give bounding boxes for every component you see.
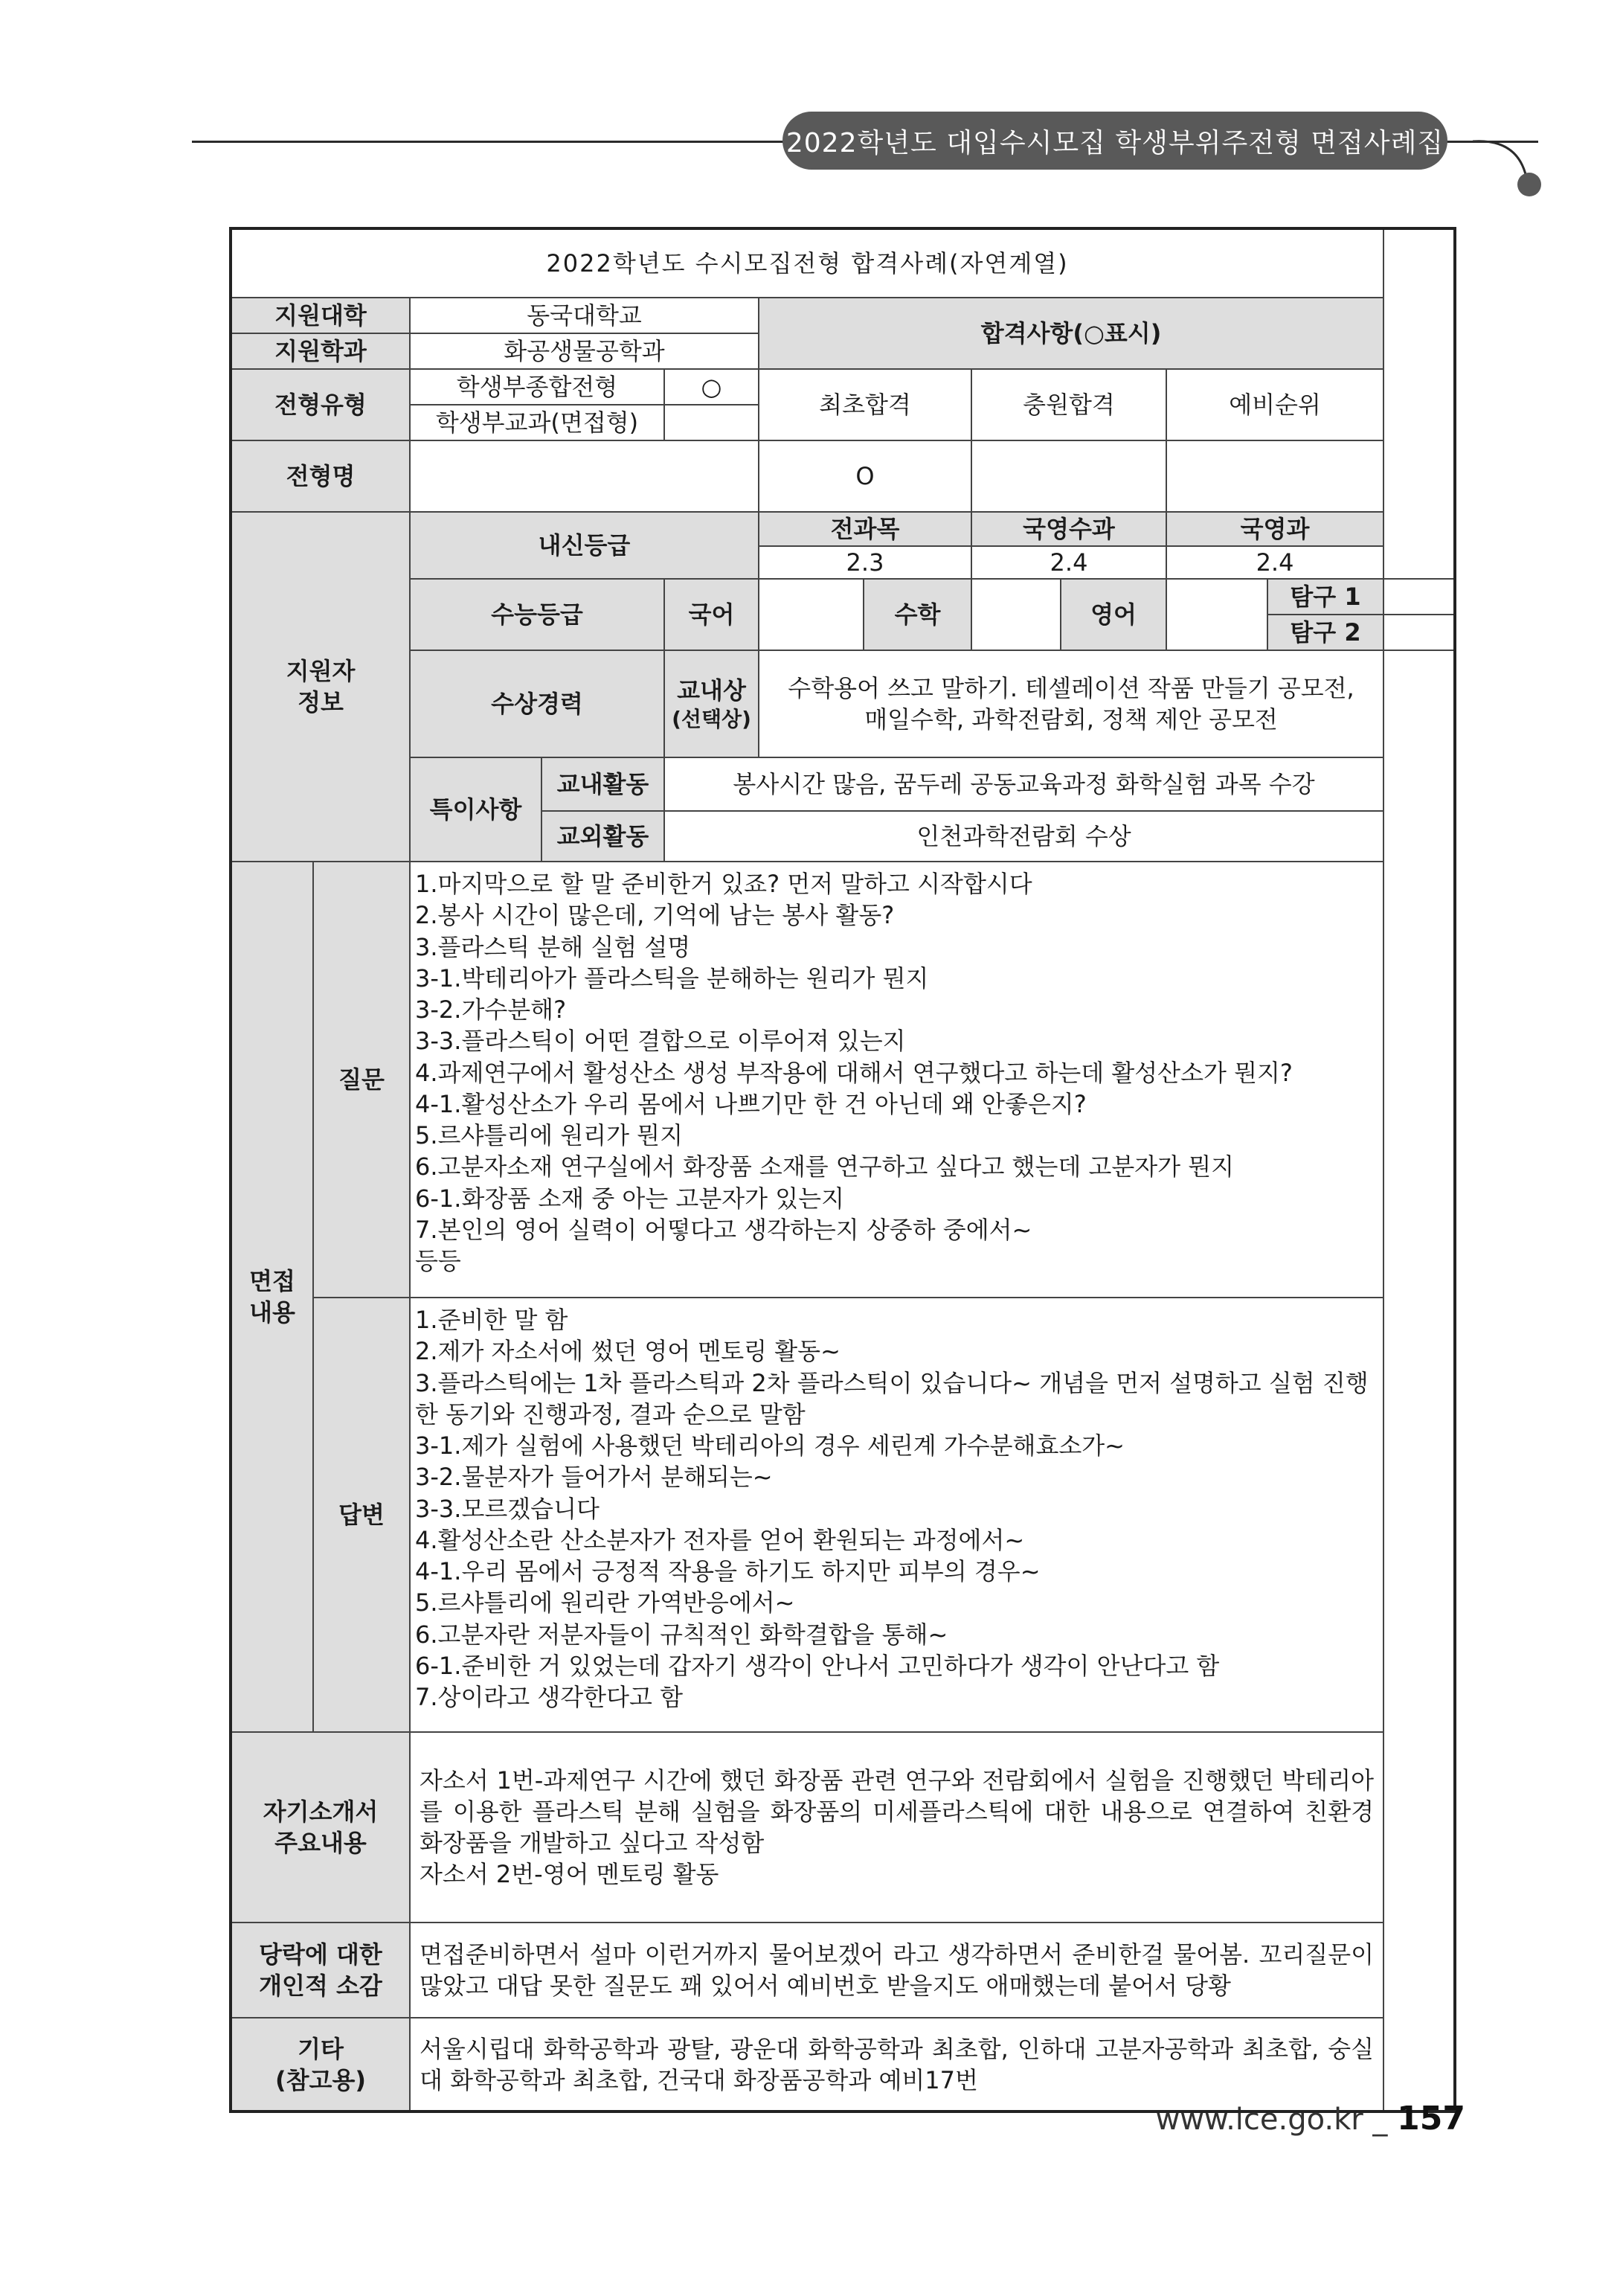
list-item: 4-1.활성산소가 우리 몸에서 나쁘기만 한 건 아닌데 왜 안좋은지?	[415, 1089, 1087, 1118]
interview-content-label: 면접 내용	[231, 862, 313, 1732]
list-item: 4-1.우리 몸에서 긍정적 작용을 하기도 하지만 피부의 경우~	[415, 1557, 1041, 1586]
type-option-comprehensive: 학생부종합전형	[410, 369, 664, 405]
result-additional-admission-label: 충원합격	[971, 369, 1166, 440]
self-intro-content: 자소서 1번-과제연구 시간에 했던 화장품 관련 연구와 전람회에서 실험을 진행했던 박테리아를 이용한 플라스틱 분해 실험을 화장품의 미세플라스틱에 대한 내용으로 연결하여 친환경 화장품을 개발하고 싶다고 작성함 자소서 2번-영어 멘토링 활동	[410, 1732, 1383, 1923]
list-item: 7.상이라고 생각한다고 함	[415, 1683, 683, 1712]
list-item: 6-1.준비한 거 있었는데 갑자기 생각이 안나서 고민하다가 생각이 안난다고 함	[415, 1651, 1220, 1680]
csat-english-value	[1166, 579, 1267, 650]
awards-label: 수상경력	[410, 650, 664, 757]
list-item: 3-3.플라스틱이 어떤 결합으로 이루어져 있는지	[415, 1027, 906, 1056]
department-value: 화공생물공학과	[410, 333, 759, 369]
csat-inquiry1-value	[1383, 579, 1455, 615]
type-option-interview: 학생부교과(면접형)	[410, 405, 664, 440]
list-item: 5.르샤틀리에 원리란 가역반응에서~	[415, 1588, 795, 1617]
list-item: 6.고분자소재 연구실에서 화장품 소재를 연구하고 싶다고 했는데 고분자가 뭔지	[415, 1152, 1235, 1181]
awards-value: 수학용어 쓰고 말하기. 테셀레이션 작품 만들기 공모전, 매일수학, 과학전람회, 정책 제안 공모전	[759, 650, 1383, 757]
type-label: 전형유형	[231, 369, 410, 440]
list-item: 1.준비한 말 함	[415, 1306, 568, 1335]
type-option-comprehensive-mark: ○	[664, 369, 759, 405]
site-url: www.ice.go.kr	[1155, 2103, 1363, 2137]
csat-math-label: 수학	[864, 579, 971, 650]
list-item: 1.마지막으로 할 말 준비한거 있죠? 먼저 말하고 시작합시다	[415, 870, 1032, 899]
question-label: 질문	[313, 862, 410, 1298]
self-intro-label: 자기소개서 주요내용	[231, 1732, 410, 1923]
list-item: 2.봉사 시간이 많은데, 기억에 남는 봉사 활동?	[415, 901, 895, 930]
impression-content: 면접준비하면서 설마 이런거까지 물어보겠어 라고 생각하면서 준비한걸 물어봄. 꼬리질문이 많았고 대답 못한 질문도 꽤 있어서 예비번호 받을지도 애매했는데 붙어서 당황	[410, 1923, 1383, 2018]
admission-case-table	[229, 227, 1456, 2113]
header-title: 2022학년도 대입수시모집 학생부위주전형 면접사례집	[785, 127, 1444, 158]
university-label: 지원대학	[231, 298, 410, 333]
list-item: 6.고분자란 저분자들이 규칙적인 화학결합을 통해~	[415, 1620, 948, 1649]
in-school-activity-value: 봉사시간 많음, 꿈두레 공동교육과정 화학실험 과목 수강	[664, 757, 1383, 811]
csat-inquiry1-label: 탐구 1	[1267, 579, 1383, 615]
footer-separator: _	[1372, 2103, 1388, 2137]
admission-name-value	[410, 440, 759, 512]
gpa-header-kems: 국영수과	[971, 512, 1166, 546]
csat-korean-value	[759, 579, 864, 650]
result-header: 합격사항(○표시)	[759, 298, 1383, 369]
in-school-activity-label: 교내활동	[541, 757, 664, 811]
gpa-value-kes: 2.4	[1166, 546, 1383, 579]
out-school-activity-label: 교외활동	[541, 811, 664, 862]
type-option-interview-mark	[664, 405, 759, 440]
result-waitlist-label: 예비순위	[1166, 369, 1383, 440]
list-item: 4.활성산소란 산소분자가 전자를 얻어 환원되는 과정에서~	[415, 1525, 1025, 1554]
csat-english-label: 영어	[1061, 579, 1166, 650]
gpa-value-kems: 2.4	[971, 546, 1166, 579]
list-item: 5.르샤틀리에 원리가 뭔지	[415, 1121, 683, 1150]
csat-math-value	[971, 579, 1061, 650]
list-item: 등등	[415, 1247, 461, 1276]
question-list	[410, 862, 1383, 1298]
page-number: 157	[1397, 2100, 1465, 2138]
etc-label: 기타 (참고용)	[231, 2018, 410, 2111]
university-value: 동국대학교	[410, 298, 759, 333]
gpa-label: 내신등급	[410, 512, 759, 579]
applicant-info-label: 지원자 정보	[231, 512, 410, 862]
gpa-header-all: 전과목	[759, 512, 971, 546]
result-waitlist-value	[1166, 440, 1383, 512]
list-item: 3-1.제가 실험에 사용했던 박테리아의 경우 세린계 가수분해효소가~	[415, 1431, 1125, 1460]
department-label: 지원학과	[231, 333, 410, 369]
csat-inquiry2-label: 탐구 2	[1267, 615, 1383, 650]
list-item: 3-1.박테리아가 플라스틱을 분해하는 원리가 뭔지	[415, 963, 929, 993]
header-tab	[782, 112, 1447, 170]
result-first-admission-label: 최초합격	[759, 369, 971, 440]
out-school-activity-value: 인천과학전람회 수상	[664, 811, 1383, 862]
csat-korean-label: 국어	[664, 579, 759, 650]
impression-label: 당락에 대한 개인적 소감	[231, 1923, 410, 2018]
answer-label: 답변	[313, 1298, 410, 1732]
gpa-header-kes: 국영과	[1166, 512, 1383, 546]
csat-label: 수능등급	[410, 579, 664, 650]
awards-school-label: 교내상 (선택상)	[664, 650, 759, 757]
page-title: 2022학년도 수시모집전형 합격사례(자연계열)	[231, 228, 1383, 298]
list-item: 7.본인의 영어 실력이 어떻다고 생각하는지 상중하 중에서~	[415, 1215, 1032, 1244]
csat-inquiry2-value	[1383, 615, 1455, 650]
list-item: 4.과제연구에서 활성산소 생성 부작용에 대해서 연구했다고 하는데 활성산소가 뭔지?	[415, 1058, 1293, 1087]
list-item: 6-1.화장품 소재 중 아는 고분자가 있는지	[415, 1184, 844, 1213]
answer-list	[410, 1298, 1383, 1732]
admission-name-label: 전형명	[231, 440, 410, 512]
list-item: 3-3.모르겠습니다	[415, 1494, 600, 1523]
result-additional-admission-value	[971, 440, 1166, 512]
gpa-value-all: 2.3	[759, 546, 971, 579]
etc-content: 서울시립대 화학공학과 광탈, 광운대 화학공학과 최초합, 인하대 고분자공학과 최초합, 숭실대 화학공학과 최초합, 건국대 화장품공학과 예비17번	[410, 2018, 1383, 2111]
list-item: 3.플라스틱 분해 실험 설명	[415, 932, 691, 961]
special-notes-label: 특이사항	[410, 757, 541, 862]
list-item: 3-2.물분자가 들어가서 분해되는~	[415, 1463, 773, 1492]
result-first-admission-value: O	[759, 440, 971, 512]
list-item: 3.플라스틱에는 1차 플라스틱과 2차 플라스틱이 있습니다~ 개념을 먼저 설명하고 실험 진행한 동기와 진행과정, 결과 순으로 말함	[415, 1368, 1369, 1428]
list-item: 3-2.가수분해?	[415, 995, 567, 1024]
list-item: 2.제가 자소서에 썼던 영어 멘토링 활동~	[415, 1337, 841, 1366]
page-footer	[1156, 2100, 1465, 2138]
header-corner-ornament	[1473, 132, 1562, 207]
